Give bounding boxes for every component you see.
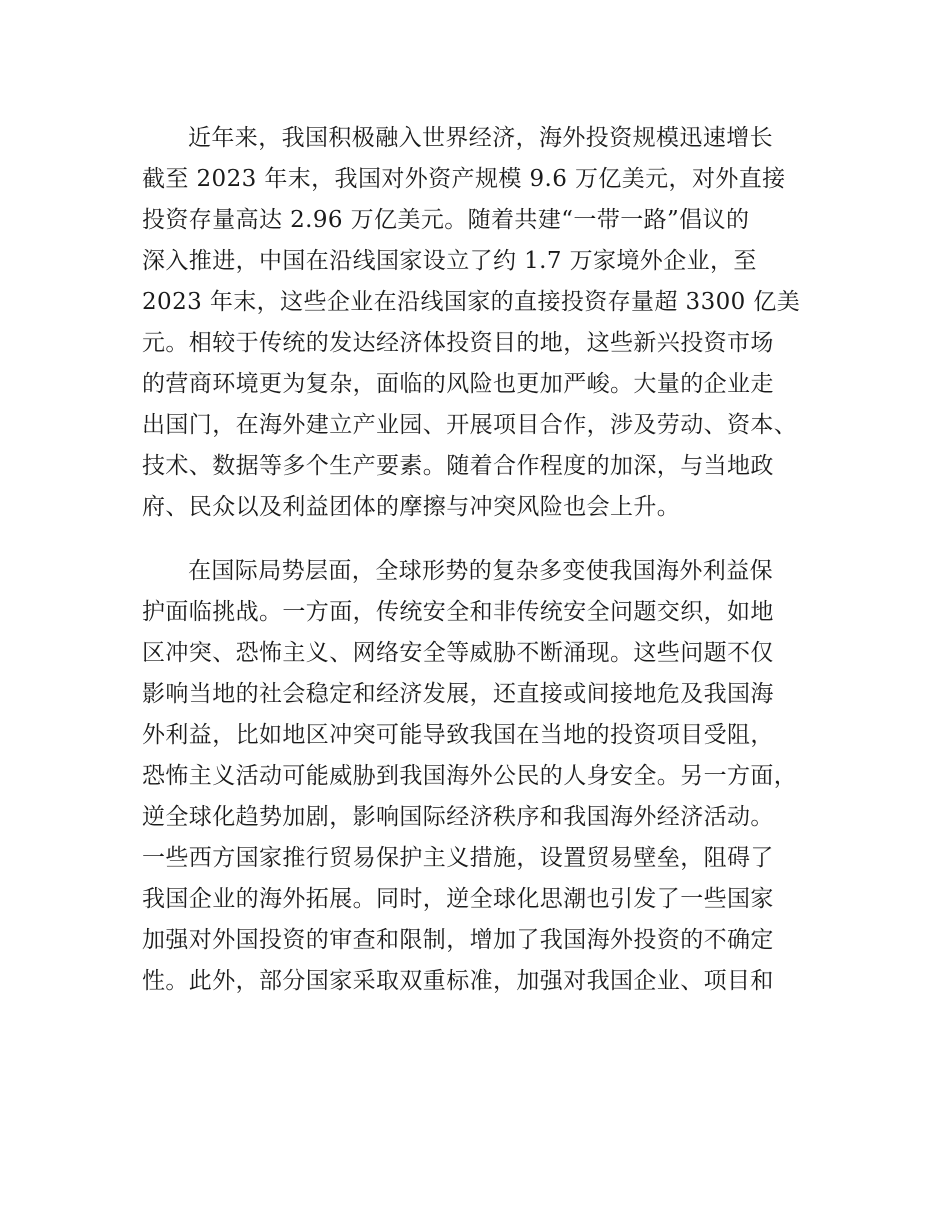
text-line: 的营商环境更为复杂，面临的风险也更加严峻。大量的企业走: [142, 371, 774, 397]
text-line: 府、民众以及利益团体的摩擦与冲突风险也会上升。: [142, 494, 681, 520]
text-line: 深入推进，中国在沿线国家设立了约 1.7 万家境外企业，至: [142, 248, 757, 274]
text-line: 截至 2023 年末，我国对外资产规模 9.6 万亿美元，对外直接: [142, 166, 786, 192]
body-text: [142, 118, 810, 1002]
text-line: 逆全球化趋势加剧，影响国际经济秩序和我国海外经济活动。: [142, 804, 774, 830]
text-line: 技术、数据等多个生产要素。随着合作程度的加深，与当地政: [142, 453, 774, 479]
text-line: 恐怖主义活动可能威胁到我国海外公民的人身安全。另一方面，: [142, 763, 798, 789]
text-line: 2023 年末，这些企业在沿线国家的直接投资存量超 3300 亿美: [142, 289, 801, 315]
text-line: 元。相较于传统的发达经济体投资目的地，这些新兴投资市场: [142, 330, 774, 356]
paragraph-1: [142, 118, 810, 528]
text-line: 一些西方国家推行贸易保护主义措施，设置贸易壁垒，阻碍了: [142, 845, 774, 871]
text-line: 区冲突、恐怖主义、网络安全等威胁不断涌现。这些问题不仅: [142, 640, 774, 666]
paragraph-2: [142, 551, 810, 1002]
text-line: 我国企业的海外拓展。同时，逆全球化思潮也引发了一些国家: [142, 886, 774, 912]
text-line: 护面临挑战。一方面，传统安全和非传统安全问题交织，如地: [142, 599, 774, 625]
text-line: 近年来，我国积极融入世界经济，海外投资规模迅速增长: [188, 125, 773, 151]
text-line: 性。此外，部分国家采取双重标准，加强对我国企业、项目和: [142, 968, 774, 994]
text-line: 外利益，比如地区冲突可能导致我国在当地的投资项目受阻，: [142, 722, 774, 748]
paragraph-spacer: [142, 528, 810, 551]
text-line: 出国门，在海外建立产业园、开展项目合作，涉及劳动、资本、: [142, 412, 798, 438]
text-line: 投资存量高达 2.96 万亿美元。随着共建“一带一路”倡议的: [142, 207, 750, 233]
text-line: 加强对外国投资的审查和限制，增加了我国海外投资的不确定: [142, 927, 774, 953]
text-line: 在国际局势层面，全球形势的复杂多变使我国海外利益保: [188, 558, 773, 584]
text-line: 影响当地的社会稳定和经济发展，还直接或间接地危及我国海: [142, 681, 774, 707]
